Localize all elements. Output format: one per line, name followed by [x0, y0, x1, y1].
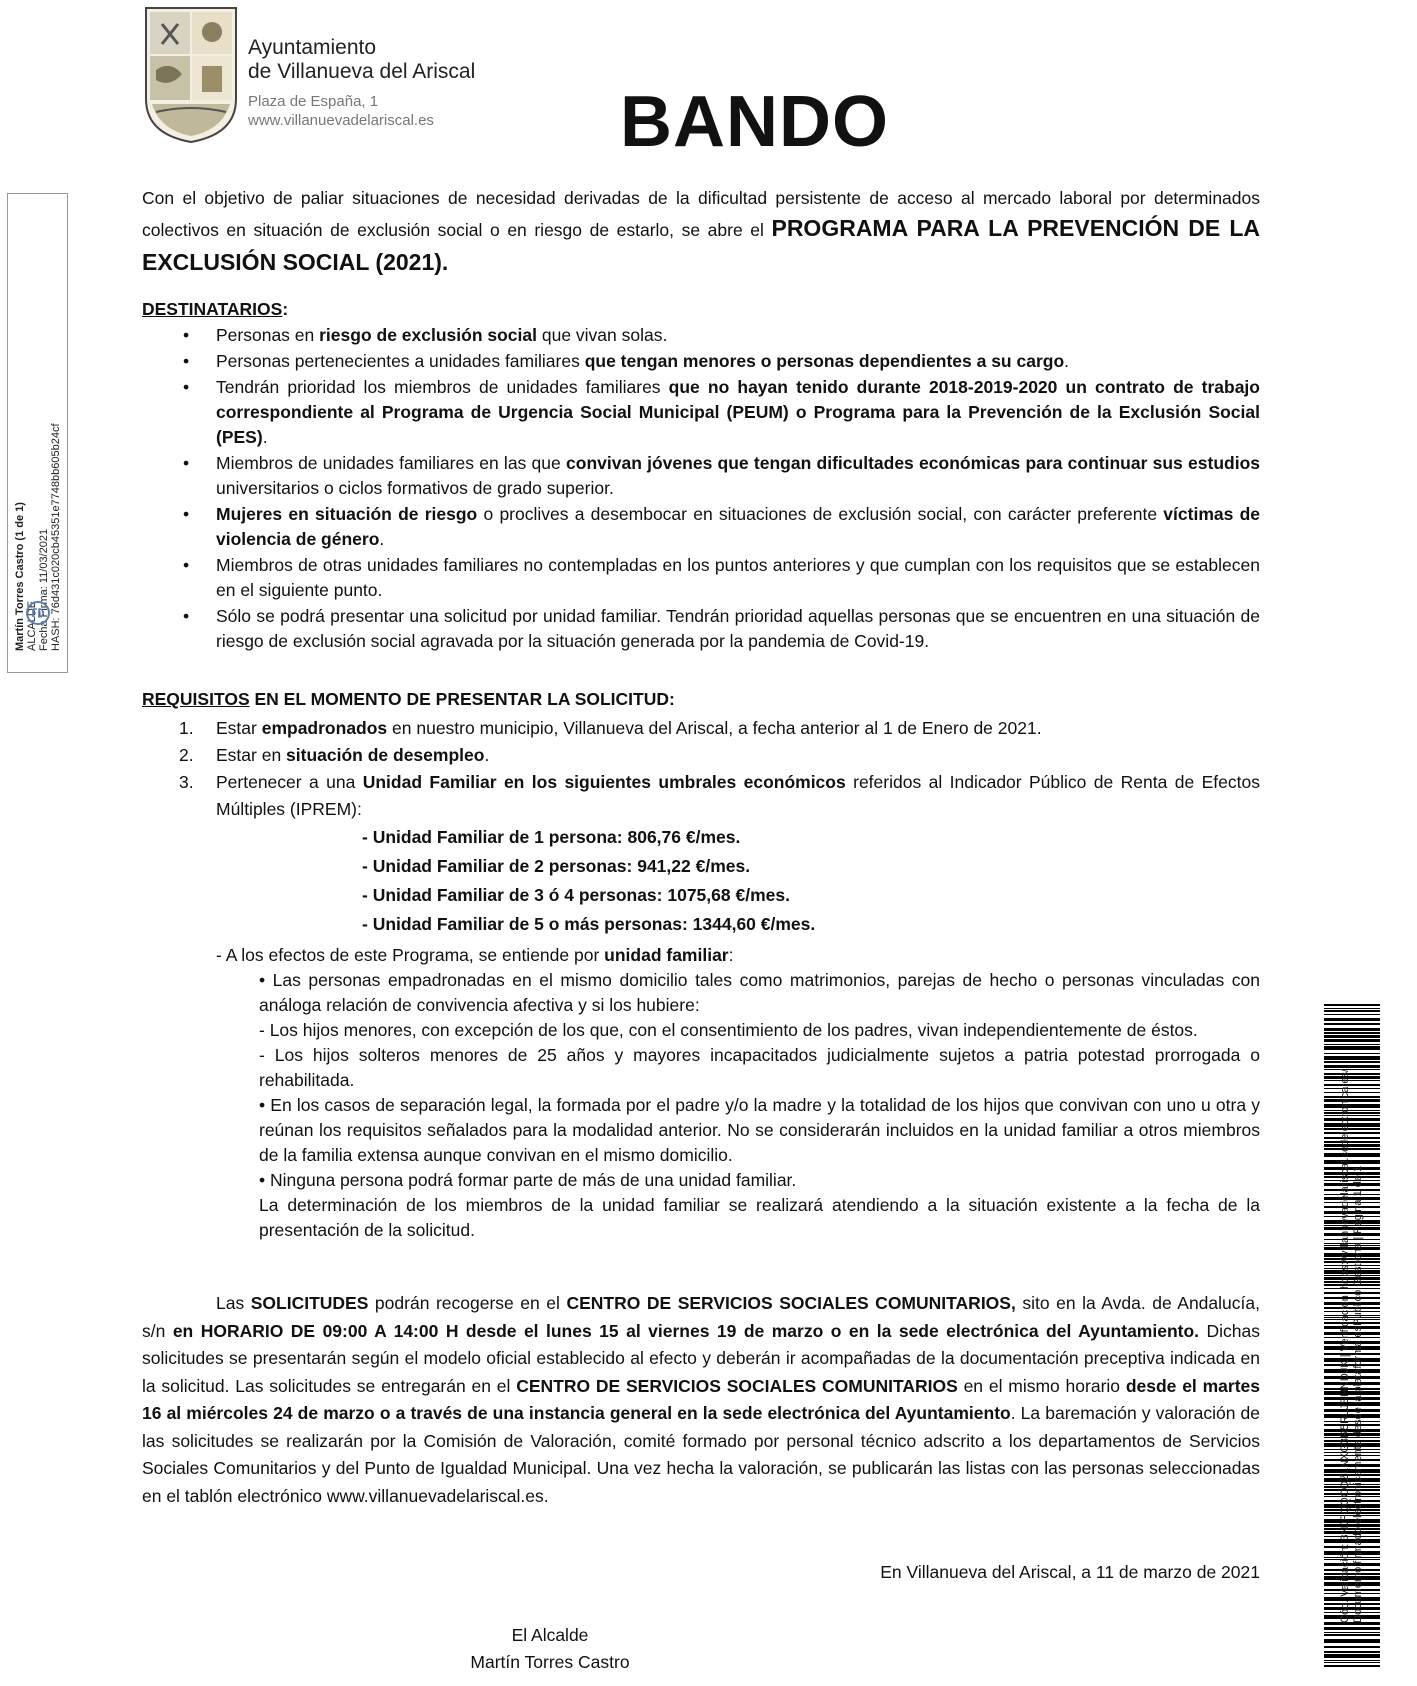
list-item — [142, 502, 1260, 552]
requisitos-list — [142, 715, 1260, 823]
list-item — [142, 323, 1260, 348]
footer-name: Martín Torres Castro — [470, 1652, 630, 1672]
barcode-bar — [1324, 1651, 1380, 1653]
thresholds-list — [142, 823, 1260, 939]
destinatarios-list — [142, 323, 1260, 654]
item-text-b: convivan jóvenes que tengan dificultades económicas para continuar sus estudios — [566, 453, 1261, 473]
item-text-a: Personas pertenecientes a unidades familiares — [216, 351, 585, 371]
barcode-bar — [1324, 1660, 1380, 1661]
barcode-bar — [1324, 1646, 1380, 1648]
sign-date: Fecha Firma: 11/03/2021 — [38, 528, 50, 651]
item-text-a: Pertenecer a una — [216, 772, 363, 792]
item-text-a: Estar en — [216, 745, 287, 765]
list-item — [142, 451, 1260, 501]
program-name: PROGRAMA PARA LA PREVENCIÓN DE LA EXCLUSIÓN SOCIAL (2021). — [142, 215, 1260, 275]
destinatarios-heading-text: DESTINATARIOS — [142, 299, 283, 319]
definition-item: • Las personas empadronadas en el mismo domicilio tales como matrimonios, parejas de hecho o personas vinculadas con análoga relación de convivencia afectiva y si los hubiere: — [259, 970, 1260, 1015]
item-text-b: situación de desempleo — [286, 745, 485, 765]
sol-bold-4: CENTRO DE SERVICIOS SOCIALES COMUNITARIOS, — [566, 1293, 1016, 1313]
org-line-2: de Villanueva del Ariscal — [248, 60, 476, 83]
list-item — [142, 553, 1260, 603]
sol-bold-2: SOLICITUDES — [250, 1293, 369, 1313]
item-text-a: Miembros de unidades familiares en las que — [216, 453, 567, 473]
barcode-bar — [1324, 1665, 1380, 1667]
item-text-b: riesgo de exclusión social — [319, 325, 537, 345]
barcode-bar — [1324, 1627, 1380, 1630]
barcode-bar — [1324, 1662, 1380, 1663]
sol-bold-6: en HORARIO DE 09:00 A 14:00 H desde el lunes 15 al viernes 19 de marzo o en la sede electrónica del Ayuntamiento. — [172, 1320, 1200, 1341]
organization-address — [248, 92, 434, 130]
sol-text-9: en el mismo horario — [957, 1375, 1126, 1396]
barcode-bar — [1324, 1008, 1380, 1009]
footer-date: En Villanueva del Ariscal, a 11 de marzo de 2021 — [880, 1562, 1260, 1582]
validation-line-1: Cód. Validación: 3NJFQQCQZLNXG3R5RLJSHNDJK | Verificación: https://villanuevadelariscal.sedelectronica.es/ — [1339, 1068, 1351, 1623]
list-item — [142, 769, 1260, 823]
sol-text-1: Las — [216, 1293, 251, 1313]
page-title: BANDO — [620, 82, 889, 162]
barcode-bar — [1324, 1654, 1380, 1658]
sol-bold-8: CENTRO DE SERVICIOS SOCIALES COMUNITARIOS — [516, 1375, 958, 1396]
barcode-bar — [1324, 1639, 1380, 1643]
signature-info — [14, 231, 62, 651]
item-number: 1. — [179, 718, 194, 738]
validation-info — [1339, 1023, 1365, 1623]
intro-text: Con el objetivo de paliar situaciones de necesidad derivadas de la dificultad persistente de acceso al mercado laboral por determinados colectivos en situación de exclusión social o en riesgo de estarlo, se abre el — [142, 188, 1260, 240]
unidad-familiar-definition — [142, 943, 1260, 968]
bullet-icon: • — [183, 351, 190, 371]
barcode-bar — [1324, 1014, 1380, 1015]
item-text-c: o proclives a desembocar en situaciones de exclusión social, con carácter preferente — [477, 504, 1164, 524]
address-line: Plaza de España, 1 — [248, 93, 379, 110]
validation-line-2: Documento firmado electrónicamente desde la plataforma esPublico Gestiona | Página 1 de 1 — [1352, 1165, 1364, 1623]
item-text-a: Miembros de otras unidades familiares no contempladas en los puntos anteriores y que cumplan con los requisitos que se establecen en el siguiente punto. — [216, 555, 1260, 600]
org-line-1: Ayuntamiento — [248, 36, 377, 59]
item-text-a: Personas en — [216, 325, 320, 345]
item-text-a: Estar — [216, 718, 262, 738]
definition-item: La determinación de los miembros de la unidad familiar se realizará atendiendo a la situación existente a la fecha de la presentación de la solicitud. — [259, 1195, 1260, 1240]
item-text-c: . — [484, 745, 490, 765]
item-text-b: Unidad Familiar en los siguientes umbrales económicos — [362, 772, 846, 792]
list-item — [142, 349, 1260, 374]
barcode-bar — [1324, 1634, 1380, 1636]
threshold-line: - Unidad Familiar de 5 o más personas: 1344,60 €/mes. — [362, 914, 816, 934]
bullet-icon: • — [183, 504, 190, 524]
organization-name — [248, 36, 475, 84]
sol-text-11: . La baremación y valoración de las solicitudes se realizarán por la Comisión de Valoración, comité formado por personal técnico adscrito a los departamentos de Servicios Sociales Comunitarios y del Punto de Igualdad Municipal. Una vez hecha la valoración, se publicarán las listas con las personas seleccionadas en el tablón electrónico www.villanuevadelariscal.es. — [142, 1403, 1260, 1506]
barcode-bar — [1324, 1632, 1380, 1633]
item-text-b: Mujeres en situación de riesgo — [216, 504, 478, 524]
signature-seal-icon — [25, 600, 51, 626]
threshold-line: - Unidad Familiar de 3 ó 4 personas: 1075,68 €/mes. — [362, 885, 790, 905]
intro-paragraph — [142, 186, 1260, 279]
sol-text-7: Dichas solicitudes se presentarán según el modelo oficial establecido al efecto y deberán ir acompañadas de la documentación preceptiva indicada en la solicitud. Las solicitudes se entregarán en el — [142, 1320, 1260, 1396]
item-text-d: víctimas de violencia de género — [216, 504, 1260, 549]
coat-of-arms-icon — [142, 4, 240, 144]
sol-bold-10: desde el martes 16 al miércoles 24 de marzo o a través de una instancia general en la sede electrónica del Ayuntamiento — [142, 1375, 1260, 1423]
item-text-c: . — [1064, 351, 1070, 371]
sol-text-5: sito en la Avda. de Andalucía, s/n — [142, 1293, 1260, 1341]
threshold-line: - Unidad Familiar de 2 personas: 941,22 €/mes. — [362, 856, 751, 876]
item-text-c: universitarios o ciclos formativos de grado superior. — [216, 478, 614, 498]
definition-term: unidad familiar — [604, 945, 729, 965]
requisitos-section — [142, 687, 1260, 1243]
item-text-b: que tengan menores o personas dependientes a su cargo — [584, 351, 1065, 371]
definition-item: • Ninguna persona podrá formar parte de más de una unidad familiar. — [259, 1170, 797, 1190]
destinatarios-heading — [142, 297, 1260, 322]
item-number: 2. — [179, 745, 194, 765]
bullet-icon: • — [183, 377, 190, 397]
list-item — [142, 742, 1260, 769]
footer-role: El Alcalde — [511, 1625, 589, 1645]
requisitos-heading-rest: EN EL MOMENTO DE PRESENTAR LA SOLICITUD: — [249, 689, 675, 709]
list-item — [142, 604, 1260, 654]
bullet-icon: • — [183, 453, 190, 473]
destinatarios-colon: : — [282, 299, 289, 319]
barcode-bar — [1324, 1018, 1380, 1021]
item-text-b: que no hayan tenido durante 2018-2019-2020 un contrato de trabajo correspondiente al Programa de Urgencia Social Municipal (PEUM) o Programa para la Prevención de la Exclusión Social (PES) — [216, 377, 1260, 447]
destinatarios-section — [142, 297, 1260, 655]
item-text-a: Tendrán prioridad los miembros de unidades familiares — [216, 377, 669, 397]
item-text-c: que vivan solas. — [537, 325, 668, 345]
item-text-b: empadronados — [261, 718, 388, 738]
item-text-c: referidos al Indicador Público de Renta de Efectos Múltiples (IPREM): — [216, 772, 1260, 819]
item-text-c: . — [262, 427, 268, 447]
item-text-a: Sólo se podrá presentar una solicitud por unidad familiar. Tendrán prioridad aquellas personas que se encuentren en una situación de riesgo de exclusión social agravada por la situación generada por la pandemia de Covid-19. — [216, 606, 1260, 651]
website-line: www.villanuevadelariscal.es — [248, 112, 434, 129]
list-item — [142, 715, 1260, 742]
requisitos-heading-underlined: REQUISITOS — [142, 689, 250, 709]
item-number: 3. — [179, 772, 194, 792]
solicitudes-paragraph — [142, 1290, 1260, 1510]
definition-item: - Los hijos solteros menores de 25 años y mayores incapacitados judicialmente sujetos a patria potestad prorrogada o rehabilitada. — [259, 1045, 1260, 1090]
list-item — [142, 375, 1260, 450]
item-text-c: en nuestro municipio, Villanueva del Ariscal, a fecha anterior al 1 de Enero de 2021. — [387, 718, 1042, 738]
bullet-icon: • — [183, 555, 190, 575]
requisitos-heading — [142, 687, 1260, 712]
definition-text: - A los efectos de este Programa, se entiende por — [216, 945, 605, 965]
threshold-line: - Unidad Familiar de 1 persona: 806,76 €/mes. — [362, 827, 741, 847]
definition-item: - Los hijos menores, con excepción de los que, con el consentimiento de los padres, vivan independientemente de éstos. — [259, 1020, 1198, 1040]
sol-text-3: podrán recogerse en el — [368, 1293, 567, 1313]
barcode-bar — [1324, 1010, 1380, 1012]
barcode-bar — [1324, 1004, 1380, 1006]
definition-items — [142, 968, 1260, 1243]
bullet-icon: • — [183, 606, 190, 626]
bullet-icon: • — [183, 325, 190, 345]
definition-item: • En los casos de separación legal, la formada por el padre y/o la madre y la totalidad de los hijos que convivan con uno u otra y reúnan los requisitos señalados para la modalidad anterior. No se considerarán incluidos en la unidad familiar a otros miembros de la familia extensa aunque convivan en el mismo domicilio. — [259, 1095, 1260, 1165]
item-text-e: . — [379, 529, 385, 549]
sign-hash: HASH: 76d431c020cb45351e7748bb605b24cf — [50, 423, 62, 651]
signer-name: Martín Torres Castro (1 de 1) — [14, 502, 26, 651]
definition-colon: : — [728, 945, 734, 965]
signer-role: ALCALDE — [26, 600, 38, 651]
